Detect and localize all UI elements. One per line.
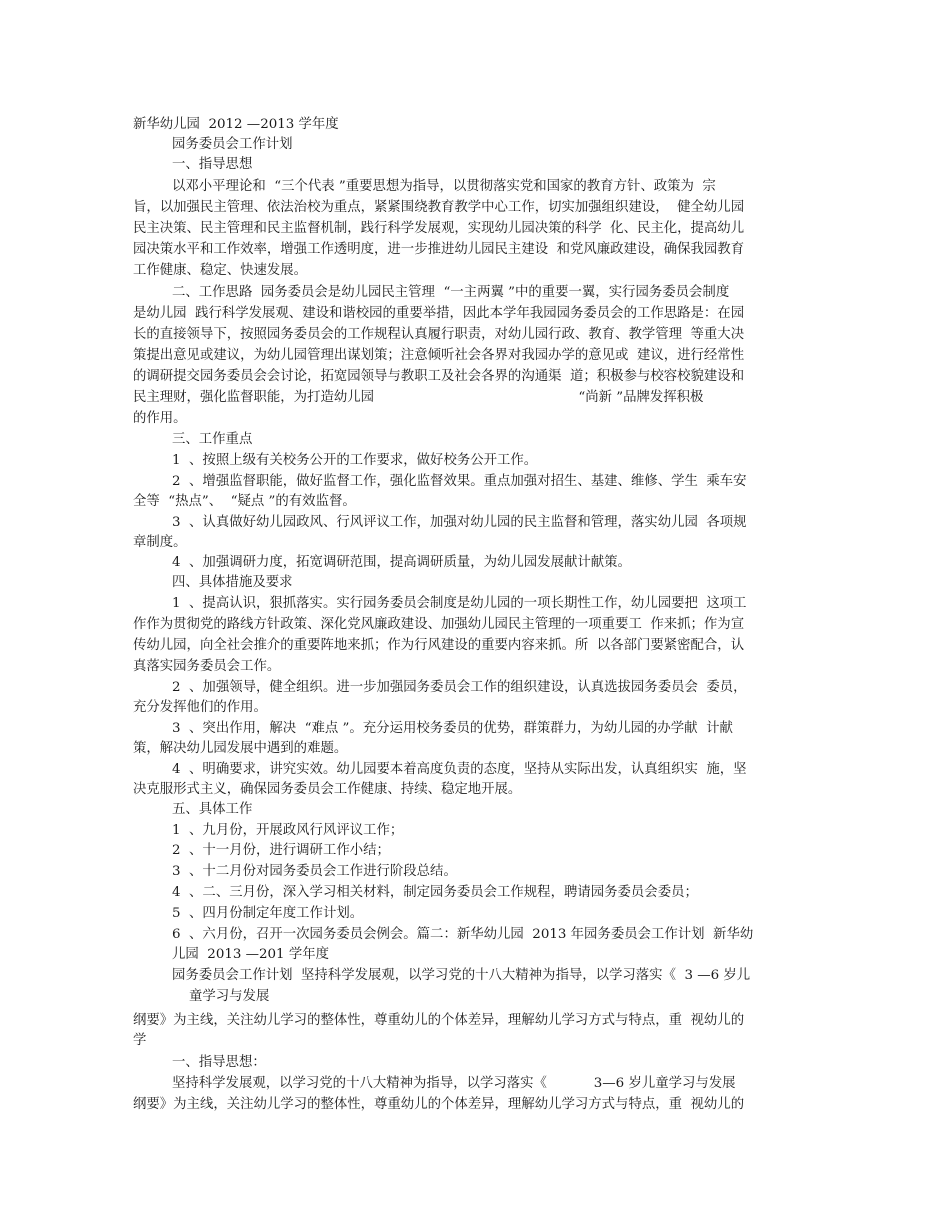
paragraph-line: 决克服形式主义，确保园务委员会工作健康、持续、稳定地开展。 — [133, 782, 522, 797]
paragraph-line: 章制度。 — [133, 535, 187, 550]
paragraph-line: 园务委员会工作计划 坚持科学发展观，以学习党的十八大精神为指导，以学习落实《 3 —6 岁儿 — [172, 968, 751, 983]
list-item: 2 、加强领导，健全组织。进一步加强园务委员会工作的组织建设，认真选拔园务委员会 委员， — [172, 680, 747, 695]
paragraph-line: 二、工作思路 园务委员会是幼儿园民主管理 “一主两翼 ”中的重要一翼，实行园务委员会制度 — [172, 285, 730, 300]
section-heading: 一、指导思想 — [172, 157, 253, 172]
list-item: 4 、二、三月份，深入学习相关材料，制定园务委员会工作规程，聘请园务委员会委员； — [172, 885, 698, 900]
paragraph-line: 以邓小平理论和 “三个代表 ”重要思想为指导，以贯彻落实党和国家的教育方针、政策为 宗 — [172, 179, 716, 194]
section-heading: 一、指导思想： — [172, 1055, 266, 1070]
paragraph-line: 民主决策、民主管理和民主监督机制，践行科学发展观，实现幼儿园决策的科学 化、民主化，提高幼儿 — [133, 221, 745, 236]
paragraph-line: 园决策水平和工作效率，增强工作透明度，进一步推进幼儿园民主建设 和党风廉政建设，确保我园教育 — [133, 242, 745, 257]
list-item: 1 、按照上级有关校务公开的工作要求，做好校务公开工作。 — [172, 453, 538, 468]
paragraph-line: 纲要》为主线，关注幼儿学习的整体性，尊重幼儿的个体差异，理解幼儿学习方式与特点，重 视幼儿的 — [133, 1013, 745, 1028]
paragraph-line: 学 — [133, 1033, 147, 1048]
paragraph-line: 工作健康、稳定、快速发展。 — [133, 263, 308, 278]
paragraph-line: 的作用。 — [133, 411, 187, 426]
list-item: 3 、突出作用，解决 “难点 ”。充分运用校务委员的优势，群策群力，为幼儿园的办学献 计献 — [172, 721, 733, 736]
paragraph-line: 纲要》为主线，关注幼儿学习的整体性，尊重幼儿的个体差异，理解幼儿学习方式与特点，重 视幼儿的 — [133, 1097, 745, 1112]
paragraph-line: 坚持科学发展观，以学习党的十八大精神为指导，以学习落实《 3—6 岁儿童学习与发展 — [172, 1076, 736, 1091]
list-item: 2 、十一月份，进行调研工作小结； — [172, 843, 390, 858]
list-item: 4 、明确要求，讲究实效。幼儿园要本着高度负责的态度，坚持从实际出发，认真组织实 施，坚 — [172, 762, 747, 777]
list-item: 3 、十二月份对园务委员会工作进行阶段总结。 — [172, 864, 457, 879]
paragraph-line: 充分发挥他们的作用。 — [133, 700, 267, 715]
paragraph-line: 真落实园务委员会工作。 — [133, 659, 281, 674]
section-heading: 五、具体工作 — [172, 802, 253, 817]
paragraph-line: 儿园 2013 —201 学年度 — [172, 947, 330, 962]
paragraph-line: 长的直接领导下，按照园务委员会的工作规程认真履行职责，对幼儿园行政、教育、教学管理 等重大决 — [133, 327, 745, 342]
paragraph-line: 策，解决幼儿园发展中遇到的难题。 — [133, 741, 348, 756]
paragraph-line: 作作为贯彻党的路线方针政策、深化党风廉政建设、加强幼儿园民主管理的一项重要工 作来抓；作为宣 — [133, 617, 745, 632]
document-title: 新华幼儿园 2012 —2013 学年度 — [133, 117, 339, 132]
list-item: 4 、加强调研力度，拓宽调研范围，提高调研质量，为幼儿园发展献计献策。 — [172, 555, 631, 570]
document-subtitle: 园务委员会工作计划 — [172, 137, 293, 152]
paragraph-line: 策提出意见或建议，为幼儿园管理出谋划策；注意倾听社会各界对我园办学的意见或 建议，进行经常性 — [133, 348, 745, 363]
paragraph-line: 的调研提交园务委员会会讨论，拓宽园领导与教职工及社会各界的沟通渠 道；积极参与校容校貌建设和 — [133, 369, 745, 384]
section-heading: 三、工作重点 — [172, 432, 253, 447]
list-item: 2 、增强监督职能，做好监督工作，强化监督效果。重点加强对招生、基建、维修、学生 乘车安 — [172, 474, 747, 489]
paragraph-line: 民主理财，强化监督职能，为打造幼儿园 “尚新 ”品牌发挥积极 — [133, 390, 704, 405]
list-item: 3 、认真做好幼儿园政风、行风评议工作，加强对幼儿园的民主监督和管理，落实幼儿园 各项规 — [172, 515, 747, 530]
list-item: 1 、九月份，开展政风行风评议工作； — [172, 823, 404, 838]
list-item: 1 、提高认识，狠抓落实。实行园务委员会制度是幼儿园的一项长期性工作，幼儿园要把 这项工 — [172, 596, 747, 611]
paragraph-line: 传幼儿园，向全社会推介的重要阵地来抓；作为行风建设的重要内容来抓。所 以各部门要紧密配合，认 — [133, 638, 745, 653]
paragraph-line: 是幼儿园 践行科学发展观、建设和谐校园的重要举措，因此本学年我园园务委员会的工作思路是：在园 — [133, 306, 745, 321]
paragraph-line: 童学习与发展 — [189, 989, 270, 1004]
paragraph-line: 全等 “热点”、 “疑点 ”的有效监督。 — [133, 494, 356, 509]
paragraph-line: 旨，以加强民主管理、依法治校为重点，紧紧围绕教育教学中心工作，切实加强组织建设， 健全幼儿园 — [133, 200, 745, 215]
list-item: 5 、四月份制定年度工作计划。 — [172, 906, 364, 921]
section-heading: 四、具体措施及要求 — [172, 575, 293, 590]
list-item: 6 、六月份，召开一次园务委员会例会。篇二：新华幼儿园 2013 年园务委员会工作计划 新华幼 — [172, 927, 754, 942]
